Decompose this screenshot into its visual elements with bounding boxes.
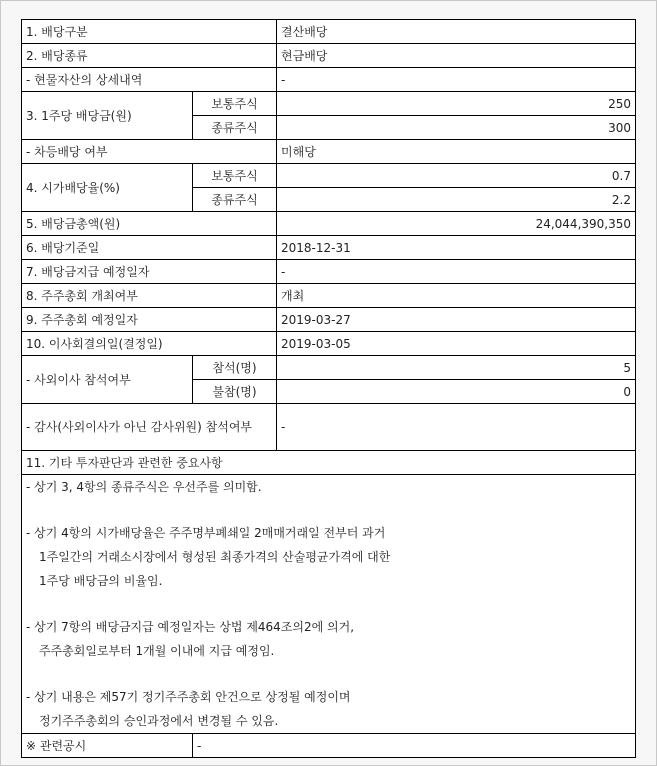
outside-directors-absent-label: 불참(명)	[193, 380, 277, 404]
outside-directors-present-label: 참석(명)	[193, 356, 277, 380]
dividend-kind-label: 2. 배당종류	[22, 44, 277, 68]
row-agm-date	[22, 308, 636, 332]
dividend-yield-preferred-value: 2.2	[277, 188, 636, 212]
row-dividend-kind	[22, 44, 636, 68]
other-matters-label: 11. 기타 투자판단과 관련한 중요사항	[22, 451, 636, 475]
agm-held-value: 개최	[277, 284, 636, 308]
board-resolution-date-label: 10. 이사회결의일(결정일)	[22, 332, 277, 356]
dividend-per-share-common-label: 보통주식	[193, 92, 277, 116]
other-matters-notes	[22, 475, 636, 734]
dividend-disclosure-table	[21, 19, 636, 758]
dividend-yield-common-label: 보통주식	[193, 164, 277, 188]
row-dividend-per-share-common	[22, 92, 636, 116]
outside-directors-label: - 사외이사 참석여부	[22, 356, 193, 404]
row-in-kind-details	[22, 68, 636, 92]
dividend-per-share-preferred-value: 300	[277, 116, 636, 140]
note-2-line-1: - 상기 4항의 시가배당율은 주주명부폐쇄일 2매매거래일 전부터 과거	[26, 526, 386, 540]
row-related-disclosures	[22, 734, 636, 758]
outside-directors-present-value: 5	[277, 356, 636, 380]
note-2-line-3: 1주당 배당금의 비율임.	[39, 574, 163, 588]
row-agm-held	[22, 284, 636, 308]
dividend-type-value: 결산배당	[277, 20, 636, 44]
row-dividend-type	[22, 20, 636, 44]
note-1-line-1: - 상기 3, 4항의 종류주식은 우선주를 의미함.	[26, 480, 262, 494]
total-dividend-value: 24,044,390,350	[277, 212, 636, 236]
agm-date-label: 9. 주주총회 예정일자	[22, 308, 277, 332]
outside-directors-absent-value: 0	[277, 380, 636, 404]
payment-date-label: 7. 배당금지급 예정일자	[22, 260, 277, 284]
row-differential-dividend	[22, 140, 636, 164]
row-outside-directors-present	[22, 356, 636, 380]
dividend-per-share-common-value: 250	[277, 92, 636, 116]
differential-dividend-label: - 차등배당 여부	[22, 140, 277, 164]
note-3-line-1: - 상기 7항의 배당금지급 예정일자는 상법 제464조의2에 의거,	[26, 620, 355, 634]
total-dividend-label: 5. 배당금총액(원)	[22, 212, 277, 236]
payment-date-value: -	[277, 260, 636, 284]
row-board-resolution-date	[22, 332, 636, 356]
dividend-per-share-label: 3. 1주당 배당금(원)	[22, 92, 193, 140]
related-disclosures-value: -	[193, 734, 636, 758]
in-kind-details-value: -	[277, 68, 636, 92]
note-2	[26, 521, 631, 593]
dividend-per-share-preferred-label: 종류주식	[193, 116, 277, 140]
record-date-value: 2018-12-31	[277, 236, 636, 260]
note-3-line-2: 주주총회일로부터 1개월 이내에 지급 예정임.	[39, 644, 275, 658]
dividend-yield-label: 4. 시가배당율(%)	[22, 164, 193, 212]
related-disclosures-label: ※ 관련공시	[22, 734, 193, 758]
record-date-label: 6. 배당기준일	[22, 236, 277, 260]
row-other-matters-notes	[22, 475, 636, 734]
differential-dividend-value: 미해당	[277, 140, 636, 164]
dividend-yield-common-value: 0.7	[277, 164, 636, 188]
note-2-line-2: 1주일간의 거래소시장에서 형성된 최종가격의 산술평균가격에 대한	[39, 550, 391, 564]
dividend-yield-preferred-label: 종류주식	[193, 188, 277, 212]
row-other-matters-header	[22, 451, 636, 475]
note-4-line-1: - 상기 내용은 제57기 정기주주총회 안건으로 상정될 예정이며	[26, 690, 351, 704]
row-dividend-yield-common	[22, 164, 636, 188]
note-1	[26, 475, 631, 499]
dividend-kind-value: 현금배당	[277, 44, 636, 68]
row-total-dividend	[22, 212, 636, 236]
row-record-date	[22, 236, 636, 260]
auditor-attendance-value: -	[277, 404, 636, 451]
row-auditor-attendance	[22, 404, 636, 451]
auditor-attendance-label: - 감사(사외이사가 아닌 감사위원) 참석여부	[22, 404, 277, 451]
dividend-type-label: 1. 배당구분	[22, 20, 277, 44]
row-payment-date	[22, 260, 636, 284]
note-3	[26, 615, 631, 663]
agm-date-value: 2019-03-27	[277, 308, 636, 332]
note-4-line-2: 정기주주총회의 승인과정에서 변경될 수 있음.	[39, 714, 279, 728]
in-kind-details-label: - 현물자산의 상세내역	[22, 68, 277, 92]
note-4	[26, 685, 631, 733]
agm-held-label: 8. 주주총회 개최여부	[22, 284, 277, 308]
board-resolution-date-value: 2019-03-05	[277, 332, 636, 356]
